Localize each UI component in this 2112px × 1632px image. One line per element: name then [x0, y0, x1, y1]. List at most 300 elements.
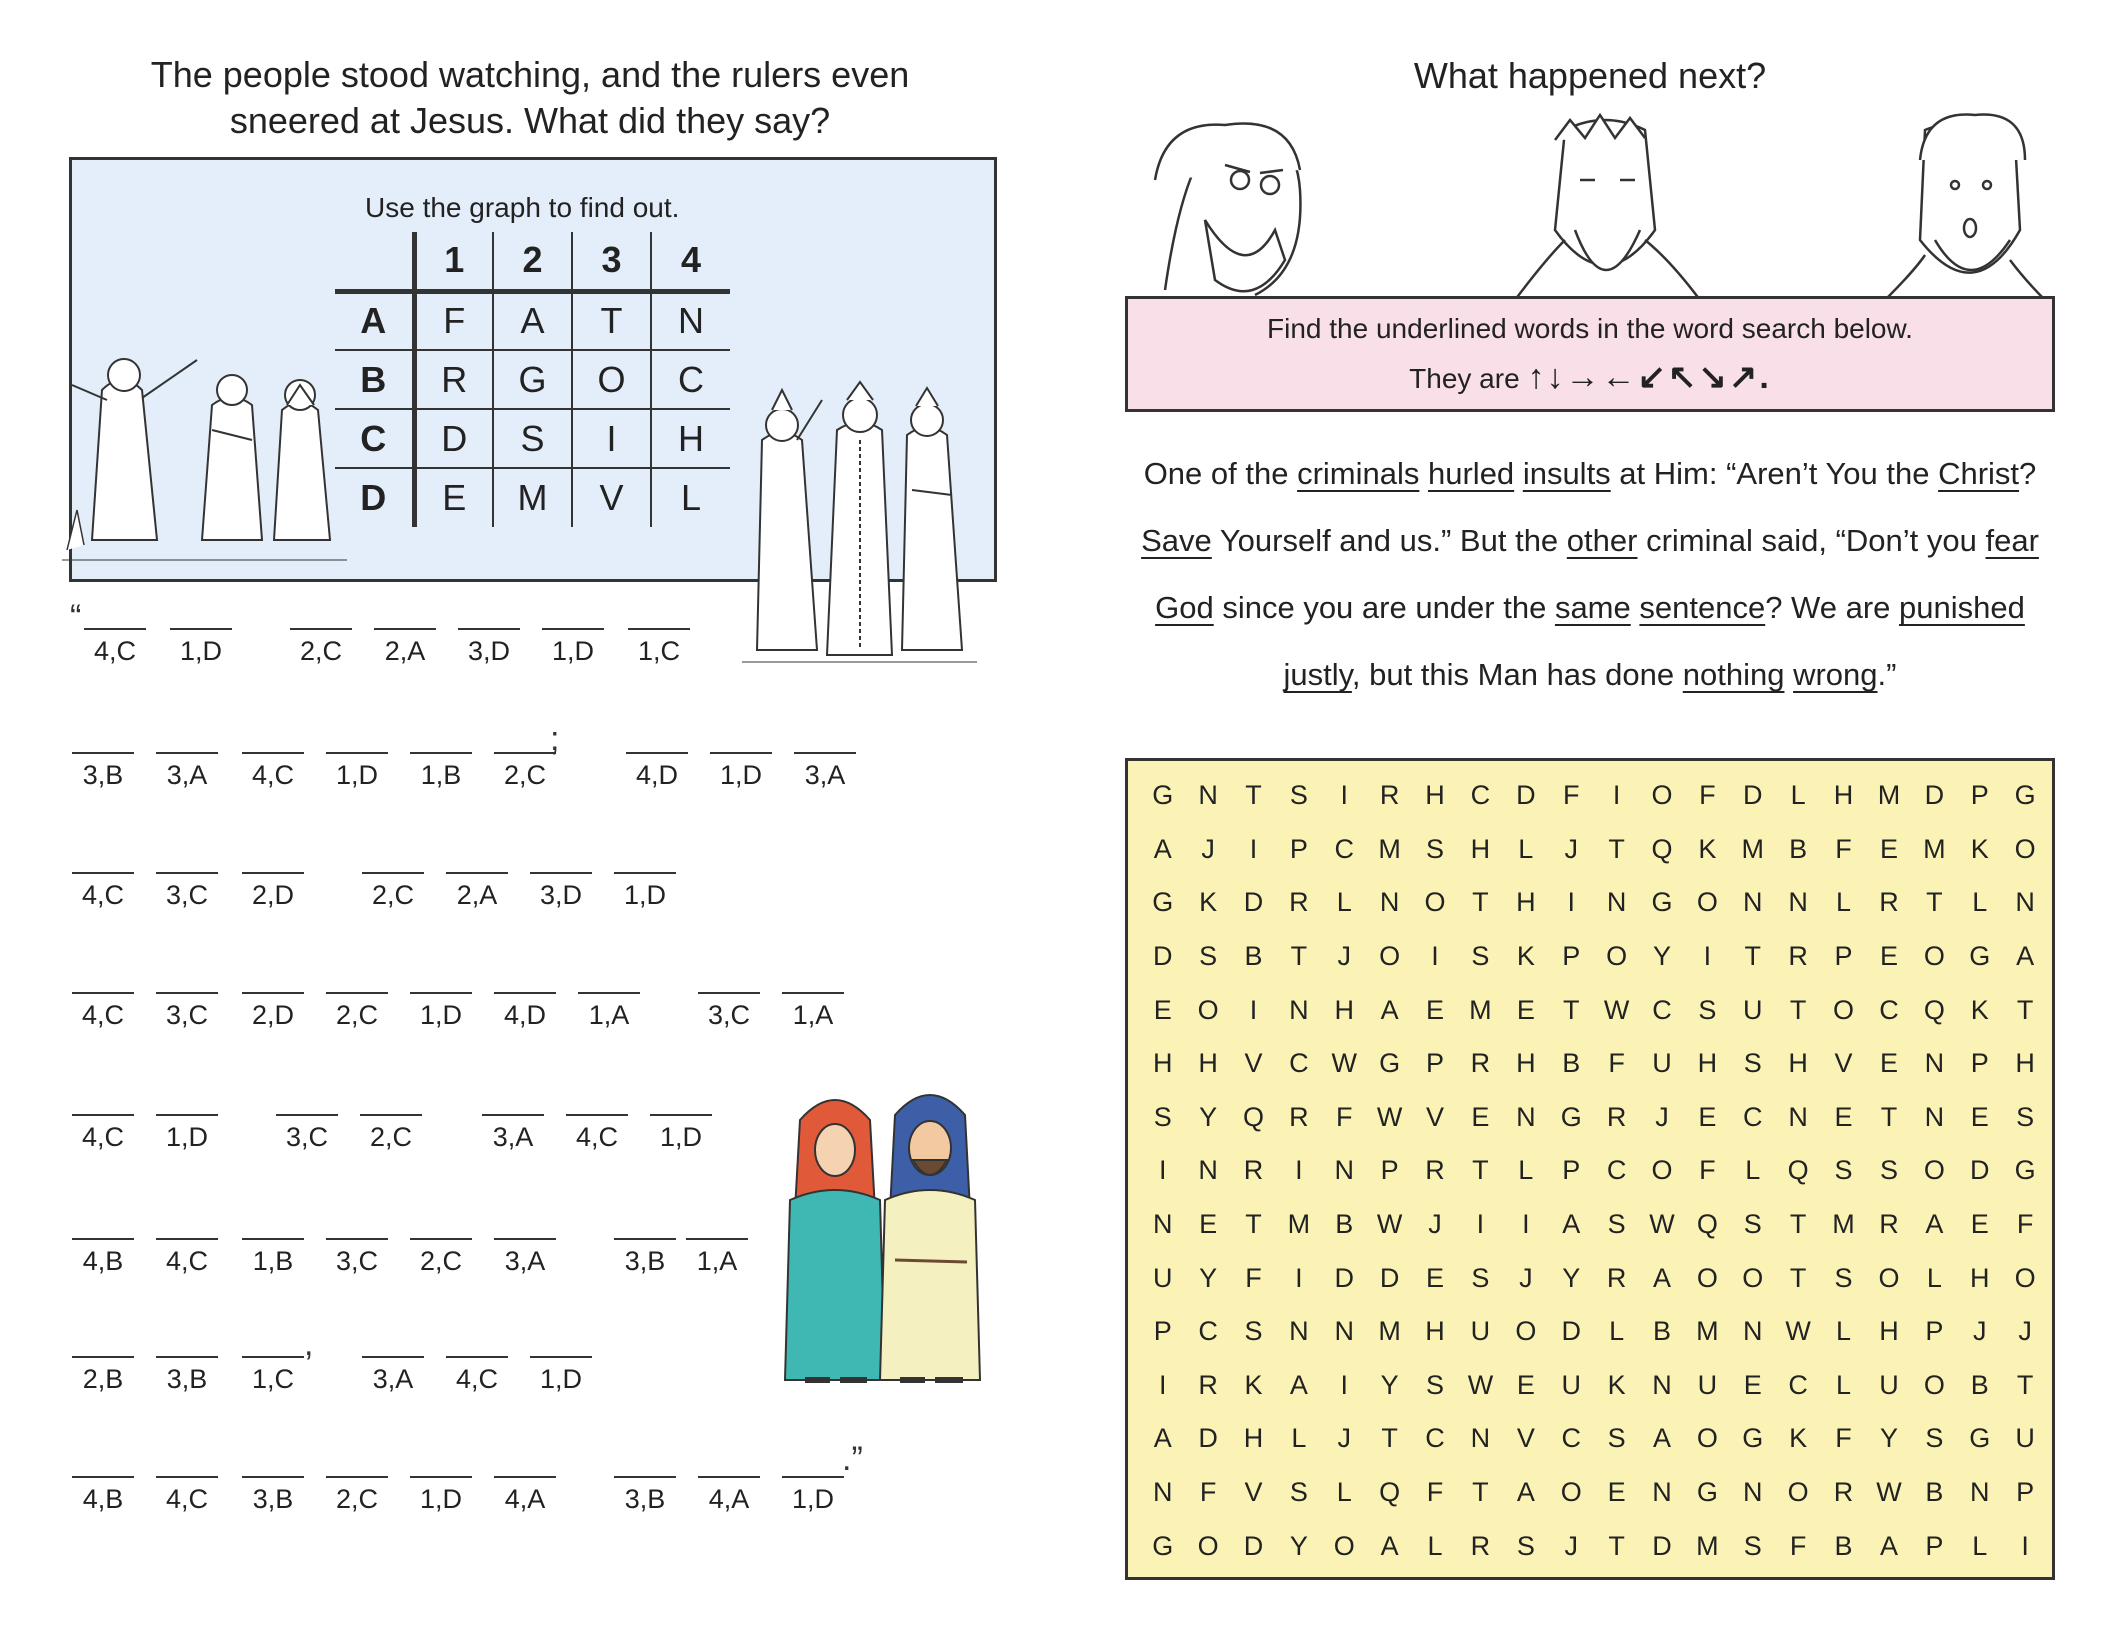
word-search-letter[interactable]: G — [2014, 1155, 2036, 1186]
word-search-letter[interactable]: Q — [1242, 1101, 1264, 1132]
word-search-letter[interactable]: Y — [1289, 1530, 1308, 1561]
word-search-letter[interactable]: U — [1697, 1369, 1718, 1400]
answer-blank[interactable] — [360, 1114, 422, 1153]
word-search-letter[interactable]: D — [1561, 1316, 1581, 1347]
word-search-letter[interactable]: S — [1607, 1209, 1626, 1240]
word-search-letter[interactable]: W — [1649, 1209, 1675, 1240]
word-search-letter[interactable]: F — [1608, 1048, 1625, 1079]
word-search-letter[interactable]: O — [1742, 1262, 1764, 1293]
word-search-letter[interactable]: B — [1562, 1048, 1581, 1079]
word-search-letter[interactable]: M — [1877, 780, 1901, 811]
word-search-letter[interactable]: D — [1243, 887, 1264, 918]
word-search-letter[interactable]: R — [1879, 887, 1899, 918]
word-search-letter[interactable]: D — [1924, 780, 1945, 811]
word-search-letter[interactable]: C — [1561, 1423, 1581, 1454]
word-search-letter[interactable]: N — [1152, 1209, 1173, 1240]
word-search-letter[interactable]: T — [1880, 1101, 1898, 1132]
word-search-letter[interactable]: R — [1470, 1530, 1491, 1561]
word-search-letter[interactable]: S — [1471, 1262, 1490, 1293]
word-search-letter[interactable]: T — [1381, 1423, 1398, 1454]
word-search-letter[interactable]: R — [1606, 1101, 1627, 1132]
answer-blank[interactable] — [156, 752, 218, 791]
word-search-letter[interactable]: I — [2021, 1530, 2029, 1561]
word-search-letter[interactable]: E — [1153, 994, 1172, 1025]
word-search-letter[interactable]: H — [1516, 887, 1536, 918]
word-search-letter[interactable]: J — [1972, 1316, 1987, 1347]
word-search-letter[interactable]: F — [1562, 780, 1580, 811]
word-search-letter[interactable]: H — [2015, 1048, 2035, 1079]
word-search-letter[interactable]: U — [1879, 1369, 1899, 1400]
word-search-letter[interactable]: Y — [1562, 1262, 1581, 1293]
word-search-letter[interactable]: L — [1836, 887, 1852, 918]
word-search-letter[interactable]: S — [1834, 1155, 1853, 1186]
word-search-letter[interactable]: L — [1926, 1262, 1942, 1293]
word-search-letter[interactable]: T — [1789, 1262, 1807, 1293]
word-search-letter[interactable]: G — [1969, 941, 1991, 972]
word-search-letter[interactable]: T — [1472, 1477, 1489, 1508]
word-search-letter[interactable]: C — [1198, 1316, 1218, 1347]
word-search-letter[interactable]: P — [1380, 1155, 1399, 1186]
word-search-letter[interactable]: A — [1380, 1530, 1399, 1561]
word-search-letter[interactable]: U — [1152, 1262, 1173, 1293]
word-search-letter[interactable]: R — [1379, 780, 1400, 811]
word-search-letter[interactable]: H — [1833, 780, 1854, 811]
word-search-letter[interactable]: F — [1199, 1477, 1217, 1508]
answer-blank[interactable] — [156, 1238, 218, 1277]
word-search-letter[interactable]: O — [1696, 1262, 1718, 1293]
word-search-letter[interactable]: O — [1197, 1530, 1219, 1561]
answer-blank[interactable] — [482, 1114, 544, 1153]
word-search-letter[interactable]: G — [2014, 780, 2036, 811]
answer-blank[interactable] — [614, 1476, 676, 1515]
word-search-letter[interactable]: U — [1470, 1316, 1491, 1347]
word-search-letter[interactable]: V — [1426, 1101, 1445, 1132]
word-search-letter[interactable]: O — [1651, 780, 1673, 811]
answer-blank[interactable] — [242, 1356, 304, 1395]
answer-blank[interactable] — [156, 1356, 218, 1395]
word-search-letter[interactable]: B — [1652, 1316, 1671, 1347]
word-search-letter[interactable]: I — [1249, 994, 1258, 1025]
word-search-letter[interactable]: G — [1152, 1530, 1174, 1561]
word-search-letter[interactable]: E — [1698, 1101, 1717, 1132]
word-search-letter[interactable]: Q — [1651, 833, 1673, 864]
answer-blank[interactable] — [650, 1114, 712, 1153]
word-search-letter[interactable]: E — [1516, 994, 1535, 1025]
word-search-letter[interactable]: H — [1425, 1316, 1445, 1347]
word-search-letter[interactable]: B — [1335, 1209, 1354, 1240]
word-search-letter[interactable]: G — [1560, 1101, 1582, 1132]
answer-blank[interactable] — [242, 872, 304, 911]
word-search-letter[interactable]: G — [1696, 1477, 1718, 1508]
word-search-letter[interactable]: A — [1652, 1262, 1671, 1293]
word-search-letter[interactable]: G — [1152, 780, 1174, 811]
word-search-letter[interactable]: F — [1245, 1262, 1262, 1293]
word-search-letter[interactable]: Y — [1652, 941, 1671, 972]
word-search-letter[interactable]: S — [2016, 1101, 2035, 1132]
answer-blank[interactable] — [72, 752, 134, 791]
word-search-letter[interactable]: N — [1743, 887, 1763, 918]
word-search-letter[interactable]: R — [1243, 1155, 1264, 1186]
word-search-letter[interactable]: L — [1518, 1155, 1534, 1186]
word-search-letter[interactable]: N — [1788, 1101, 1808, 1132]
word-search-letter[interactable]: H — [1152, 1048, 1173, 1079]
word-search-letter[interactable]: L — [1972, 1530, 1988, 1561]
answer-blank[interactable] — [362, 872, 424, 911]
word-search-letter[interactable]: L — [1745, 1155, 1761, 1186]
word-search-letter[interactable]: E — [1879, 833, 1898, 864]
word-search-letter[interactable]: G — [1379, 1048, 1401, 1079]
word-search-letter[interactable]: N — [1198, 1155, 1218, 1186]
answer-blank[interactable] — [566, 1114, 628, 1153]
word-search-letter[interactable]: T — [2016, 994, 2034, 1025]
answer-blank[interactable] — [494, 992, 556, 1031]
word-search-letter[interactable]: F — [1336, 1101, 1353, 1132]
word-search-letter[interactable]: S — [1153, 1101, 1172, 1132]
answer-blank[interactable] — [782, 1476, 844, 1515]
word-search-letter[interactable]: H — [1879, 1316, 1899, 1347]
answer-blank[interactable] — [72, 1476, 134, 1515]
word-search-letter[interactable]: D — [1334, 1262, 1354, 1293]
word-search-letter[interactable]: P — [1925, 1316, 1944, 1347]
word-search-letter[interactable]: L — [1518, 833, 1534, 864]
word-search-letter[interactable]: F — [1699, 1155, 1716, 1186]
word-search-letter[interactable]: V — [1834, 1048, 1853, 1079]
word-search-letter[interactable]: O — [1923, 1369, 1945, 1400]
word-search-letter[interactable]: T — [1789, 1209, 1807, 1240]
answer-blank[interactable] — [72, 1114, 134, 1153]
word-search-letter[interactable]: E — [1879, 1048, 1898, 1079]
word-search-letter[interactable]: M — [1469, 994, 1492, 1025]
word-search-letter[interactable]: L — [1836, 1369, 1852, 1400]
word-search-letter[interactable]: N — [1152, 1477, 1173, 1508]
answer-blank[interactable] — [326, 992, 388, 1031]
answer-blank[interactable] — [530, 872, 592, 911]
word-search-letter[interactable]: T — [1789, 994, 1807, 1025]
word-search-letter[interactable]: H — [1788, 1048, 1808, 1079]
word-search-letter[interactable]: N — [1743, 1316, 1763, 1347]
word-search-letter[interactable]: T — [1608, 833, 1625, 864]
word-search-letter[interactable]: E — [1426, 1262, 1445, 1293]
answer-blank[interactable] — [410, 1476, 472, 1515]
answer-blank[interactable] — [698, 992, 760, 1031]
word-search-letter[interactable]: O — [1197, 994, 1219, 1025]
word-search-letter[interactable]: I — [1295, 1155, 1303, 1186]
word-search-letter[interactable]: W — [1876, 1477, 1902, 1508]
word-search-letter[interactable]: J — [1519, 1262, 1533, 1293]
word-search-letter[interactable]: N — [1652, 1477, 1672, 1508]
word-search-letter[interactable]: S — [1607, 1423, 1626, 1454]
answer-blank[interactable] — [242, 752, 304, 791]
word-search-letter[interactable]: O — [1515, 1316, 1537, 1347]
answer-blank[interactable] — [242, 1476, 304, 1515]
word-search-letter[interactable]: J — [2018, 1316, 2032, 1347]
word-search-letter[interactable]: V — [1244, 1048, 1263, 1079]
answer-blank[interactable] — [276, 1114, 338, 1153]
word-search-letter[interactable]: O — [1379, 941, 1401, 972]
word-search-letter[interactable]: I — [1476, 1209, 1485, 1240]
word-search-letter[interactable]: K — [1199, 887, 1218, 918]
word-search-letter[interactable]: J — [1428, 1209, 1442, 1240]
word-search-letter[interactable]: W — [1376, 1209, 1403, 1240]
word-search-letter[interactable]: N — [1470, 1423, 1491, 1454]
word-search-letter[interactable]: O — [1787, 1477, 1809, 1508]
word-search-letter[interactable]: K — [1970, 833, 1989, 864]
word-search-letter[interactable]: H — [1516, 1048, 1536, 1079]
word-search-letter[interactable]: W — [1785, 1316, 1811, 1347]
answer-blank[interactable] — [72, 1238, 134, 1277]
word-search-letter[interactable]: B — [1970, 1369, 1989, 1400]
word-search-letter[interactable]: T — [1562, 994, 1580, 1025]
word-search-letter[interactable]: I — [1431, 941, 1439, 972]
word-search-letter[interactable]: K — [1244, 1369, 1263, 1400]
word-search-letter[interactable]: S — [1426, 1369, 1445, 1400]
word-search-letter[interactable]: S — [1743, 1209, 1762, 1240]
answer-blank[interactable] — [542, 628, 604, 667]
word-search-letter[interactable]: R — [1198, 1369, 1218, 1400]
word-search-letter[interactable]: T — [1472, 1155, 1489, 1186]
word-search-letter[interactable]: C — [1606, 1155, 1627, 1186]
word-search-letter[interactable]: E — [1879, 941, 1898, 972]
word-search-letter[interactable]: H — [1334, 994, 1354, 1025]
word-search-letter[interactable]: G — [1651, 887, 1673, 918]
word-search-letter[interactable]: N — [1743, 1477, 1763, 1508]
word-search-letter[interactable]: A — [1380, 994, 1399, 1025]
word-search-letter[interactable]: S — [1289, 780, 1308, 811]
word-search-letter[interactable]: E — [1743, 1369, 1762, 1400]
answer-blank[interactable] — [458, 628, 520, 667]
word-search-letter[interactable]: S — [1743, 1530, 1762, 1561]
word-search-letter[interactable]: J — [1337, 1423, 1351, 1454]
word-search-letter[interactable]: D — [1243, 1530, 1264, 1561]
word-search-letter[interactable]: R — [1289, 887, 1309, 918]
answer-blank[interactable] — [242, 1238, 304, 1277]
word-search-letter[interactable]: K — [1698, 833, 1717, 864]
answer-blank[interactable] — [686, 1238, 748, 1277]
word-search-letter[interactable]: R — [1289, 1101, 1309, 1132]
word-search-letter[interactable]: O — [1560, 1477, 1582, 1508]
word-search-letter[interactable]: S — [1426, 833, 1445, 864]
word-search-letter[interactable]: C — [1879, 994, 1899, 1025]
word-search-letter[interactable]: I — [1340, 1369, 1349, 1400]
word-search-letter[interactable]: T — [1290, 941, 1308, 972]
word-search-letter[interactable]: N — [1334, 1316, 1354, 1347]
word-search-letter[interactable]: P — [1970, 1048, 1989, 1079]
word-search-letter[interactable]: O — [1923, 1155, 1945, 1186]
answer-blank[interactable] — [578, 992, 640, 1031]
word-search-letter[interactable]: D — [1652, 1530, 1672, 1561]
word-search-letter[interactable]: F — [1835, 833, 1852, 864]
word-search-letter[interactable]: G — [1152, 887, 1174, 918]
word-search-letter[interactable]: F — [1699, 780, 1716, 811]
word-search-letter[interactable]: E — [1834, 1101, 1853, 1132]
word-search-letter[interactable]: O — [2014, 833, 2036, 864]
answer-blank[interactable] — [410, 992, 472, 1031]
word-search-letter[interactable]: H — [1198, 1048, 1218, 1079]
word-search-letter[interactable]: C — [1470, 780, 1491, 811]
word-search-letter[interactable]: O — [1424, 887, 1446, 918]
word-search-letter[interactable]: O — [1606, 941, 1628, 972]
word-search-letter[interactable]: E — [1970, 1101, 1989, 1132]
word-search-letter[interactable]: F — [1426, 1477, 1444, 1508]
answer-blank[interactable] — [530, 1356, 592, 1395]
word-search-letter[interactable]: S — [1698, 994, 1717, 1025]
word-search-letter[interactable]: L — [1336, 887, 1352, 918]
word-search-letter[interactable]: H — [1697, 1048, 1718, 1079]
word-search-letter[interactable]: N — [1334, 1155, 1354, 1186]
word-search-letter[interactable]: O — [1333, 1530, 1355, 1561]
word-search-letter[interactable]: O — [1651, 1155, 1673, 1186]
word-search-letter[interactable]: U — [2015, 1423, 2035, 1454]
word-search-letter[interactable]: U — [1652, 1048, 1672, 1079]
word-search-letter[interactable]: I — [1158, 1369, 1167, 1400]
word-search-letter[interactable]: J — [1564, 1530, 1578, 1561]
word-search-letter[interactable]: W — [1603, 994, 1630, 1025]
word-search-letter[interactable]: R — [1879, 1209, 1899, 1240]
word-search-letter[interactable]: J — [1201, 833, 1215, 864]
answer-blank[interactable] — [628, 628, 690, 667]
word-search-letter[interactable]: H — [1969, 1262, 1990, 1293]
word-search-letter[interactable]: J — [1655, 1101, 1669, 1132]
word-search-letter[interactable]: D — [1969, 1155, 1990, 1186]
word-search-letter[interactable]: H — [1425, 780, 1445, 811]
word-search-letter[interactable]: O — [1696, 1423, 1718, 1454]
answer-blank[interactable] — [170, 628, 232, 667]
word-search-letter[interactable]: D — [1379, 1262, 1400, 1293]
answer-blank[interactable] — [156, 1476, 218, 1515]
word-search-letter[interactable]: N — [1379, 887, 1400, 918]
word-search-letter[interactable]: C — [1289, 1048, 1309, 1079]
word-search-letter[interactable]: Q — [1696, 1209, 1718, 1240]
word-search-letter[interactable]: S — [1471, 941, 1490, 972]
word-search-letter[interactable]: N — [1652, 1369, 1672, 1400]
word-search-letter[interactable]: Q — [1379, 1477, 1401, 1508]
word-search-letter[interactable]: O — [1833, 994, 1855, 1025]
word-search-letter[interactable]: O — [1923, 941, 1945, 972]
word-search-letter[interactable]: C — [1743, 1101, 1763, 1132]
word-search-letter[interactable]: W — [1376, 1101, 1403, 1132]
word-search-letter[interactable]: A — [1652, 1423, 1671, 1454]
word-search-letter[interactable]: M — [1378, 1316, 1401, 1347]
answer-blank[interactable] — [290, 628, 352, 667]
answer-blank[interactable] — [374, 628, 436, 667]
answer-blank[interactable] — [156, 1114, 218, 1153]
word-search-letter[interactable]: C — [1652, 994, 1672, 1025]
word-search-letter[interactable]: J — [1337, 941, 1351, 972]
word-search-letter[interactable]: N — [1924, 1101, 1945, 1132]
answer-blank[interactable] — [614, 1238, 676, 1277]
word-search-letter[interactable]: L — [1972, 887, 1988, 918]
word-search-letter[interactable]: N — [1788, 887, 1808, 918]
word-search-letter[interactable]: N — [1198, 780, 1218, 811]
word-search-letter[interactable]: R — [1470, 1048, 1491, 1079]
word-search-letter[interactable]: S — [1743, 1048, 1762, 1079]
word-search-letter[interactable]: A — [1153, 1423, 1172, 1454]
answer-blank[interactable] — [494, 1476, 556, 1515]
answer-blank[interactable] — [446, 1356, 508, 1395]
word-search-letter[interactable]: F — [1789, 1530, 1807, 1561]
word-search-letter[interactable]: N — [1606, 887, 1627, 918]
answer-blank[interactable] — [794, 752, 856, 791]
word-search-letter[interactable]: P — [1834, 941, 1853, 972]
answer-blank[interactable] — [156, 992, 218, 1031]
word-search-letter[interactable]: B — [1834, 1530, 1853, 1561]
word-search-letter[interactable]: S — [1925, 1423, 1944, 1454]
word-search-letter[interactable]: I — [1567, 887, 1575, 918]
word-search-letter[interactable]: E — [1471, 1101, 1490, 1132]
word-search-letter[interactable]: Y — [1380, 1369, 1399, 1400]
word-search-letter[interactable]: K — [1607, 1369, 1626, 1400]
word-search-letter[interactable]: M — [1696, 1316, 1719, 1347]
word-search-letter[interactable]: B — [1789, 833, 1808, 864]
word-search-letter[interactable]: M — [1378, 833, 1401, 864]
answer-blank[interactable] — [698, 1476, 760, 1515]
word-search-letter[interactable]: B — [1925, 1477, 1944, 1508]
word-search-letter[interactable]: P — [1925, 1530, 1944, 1561]
answer-blank[interactable] — [446, 872, 508, 911]
word-search-letter[interactable]: P — [2016, 1477, 2035, 1508]
answer-blank[interactable] — [614, 872, 676, 911]
word-search-letter[interactable]: I — [1340, 780, 1349, 811]
word-search-letter[interactable]: I — [1522, 1209, 1530, 1240]
word-search-letter[interactable]: T — [1608, 1530, 1625, 1561]
word-search-letter[interactable]: I — [1158, 1155, 1167, 1186]
word-search-letter[interactable]: T — [1472, 887, 1489, 918]
word-search-letter[interactable]: N — [1924, 1048, 1945, 1079]
word-search-letter[interactable]: H — [1470, 833, 1491, 864]
word-search-letter[interactable]: D — [1198, 1423, 1218, 1454]
word-search-letter[interactable]: F — [1835, 1423, 1852, 1454]
word-search-letter[interactable]: M — [1287, 1209, 1311, 1240]
answer-blank[interactable] — [410, 752, 472, 791]
word-search-letter[interactable]: E — [1516, 1369, 1535, 1400]
answer-blank[interactable] — [362, 1356, 424, 1395]
word-search-letter[interactable]: P — [1426, 1048, 1445, 1079]
word-search-letter[interactable]: R — [1788, 941, 1808, 972]
word-search-letter[interactable]: L — [1291, 1423, 1307, 1454]
answer-blank[interactable] — [782, 992, 844, 1031]
answer-blank[interactable] — [494, 752, 556, 791]
word-search-letter[interactable]: A — [2016, 941, 2035, 972]
word-search-letter[interactable]: R — [1833, 1477, 1854, 1508]
word-search-letter[interactable]: W — [1331, 1048, 1357, 1079]
word-search-letter[interactable]: H — [1243, 1423, 1264, 1454]
word-search-letter[interactable]: L — [1427, 1530, 1443, 1561]
word-search-letter[interactable]: N — [1289, 994, 1309, 1025]
word-search-letter[interactable]: D — [1516, 780, 1536, 811]
word-search-letter[interactable]: M — [1696, 1530, 1719, 1561]
word-search-letter[interactable]: T — [1245, 1209, 1262, 1240]
word-search-letter[interactable]: J — [1564, 833, 1578, 864]
word-search-letter[interactable]: Y — [1879, 1423, 1898, 1454]
word-search-letter[interactable]: Q — [1923, 994, 1945, 1025]
word-search-letter[interactable]: N — [1289, 1316, 1309, 1347]
word-search-letter[interactable]: E — [1607, 1477, 1626, 1508]
word-search-letter[interactable]: A — [1925, 1209, 1944, 1240]
word-search-letter[interactable]: E — [1970, 1209, 1989, 1240]
word-search-letter[interactable]: I — [1249, 833, 1258, 864]
word-search-letter[interactable]: L — [1836, 1316, 1852, 1347]
word-search-letter[interactable]: M — [1741, 833, 1765, 864]
answer-blank[interactable] — [494, 1238, 556, 1277]
word-search-letter[interactable]: K — [1516, 941, 1535, 972]
answer-blank[interactable] — [72, 872, 134, 911]
word-search-letter[interactable]: S — [1289, 1477, 1308, 1508]
answer-blank[interactable] — [156, 872, 218, 911]
word-search-letter[interactable]: S — [1834, 1262, 1853, 1293]
word-search-letter[interactable]: E — [1426, 994, 1445, 1025]
word-search-letter[interactable]: V — [1244, 1477, 1263, 1508]
word-search-letter[interactable]: A — [1153, 833, 1172, 864]
